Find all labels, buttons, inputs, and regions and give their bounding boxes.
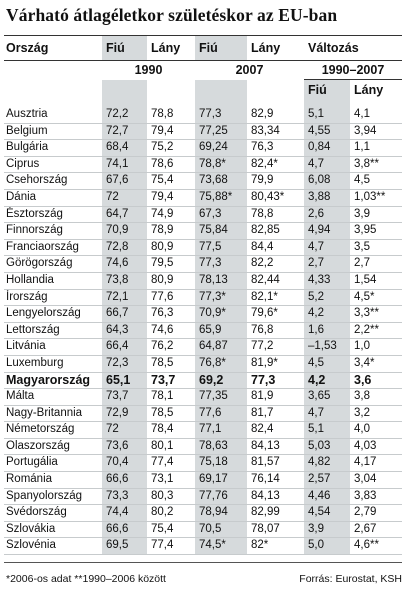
value-cell-dl: 4,5 <box>350 173 402 190</box>
value-cell-f2007: 69,24 <box>195 140 247 157</box>
value-cell-f2007: 65,9 <box>195 322 247 339</box>
value-cell-l2007: 76,3 <box>247 140 304 157</box>
header-fiu-2007: Fiú <box>195 36 247 61</box>
value-cell-dl: 2,67 <box>350 521 402 538</box>
value-cell-l1990: 80,3 <box>147 488 195 505</box>
value-cell-dl: 3,6 <box>350 372 402 389</box>
country-cell: Litvánia <box>4 339 102 356</box>
value-cell-l1990: 75,4 <box>147 173 195 190</box>
value-cell-f2007: 78,13 <box>195 272 247 289</box>
value-cell-f2007: 69,17 <box>195 472 247 489</box>
value-cell-l1990: 76,3 <box>147 306 195 323</box>
value-cell-l2007: 84,13 <box>247 438 304 455</box>
value-cell-l2007: 82,85 <box>247 223 304 240</box>
country-cell: Finnország <box>4 223 102 240</box>
country-cell: Luxemburg <box>4 355 102 372</box>
value-cell-df: 4,46 <box>304 488 350 505</box>
header-row-change-sex <box>4 80 402 102</box>
value-cell-f2007: 77,6 <box>195 405 247 422</box>
value-cell-l2007: 82* <box>247 538 304 555</box>
country-cell: Bulgária <box>4 140 102 157</box>
value-cell-df: 4,54 <box>304 505 350 522</box>
value-cell-l1990: 74,9 <box>147 206 195 223</box>
value-cell-df: 6,08 <box>304 173 350 190</box>
value-cell-dl: 3,5 <box>350 239 402 256</box>
value-cell-dl: 2,2** <box>350 322 402 339</box>
value-cell-dl: 3,2 <box>350 405 402 422</box>
country-cell: Spanyolország <box>4 488 102 505</box>
table-row <box>4 438 402 455</box>
value-cell-f2007: 78,94 <box>195 505 247 522</box>
table-row <box>4 322 402 339</box>
value-cell-f2007: 77,3 <box>195 256 247 273</box>
header-fiu-1990: Fiú <box>102 36 147 61</box>
value-cell-df: 5,03 <box>304 438 350 455</box>
value-cell-f2007: 69,2 <box>195 372 247 389</box>
value-cell-f1990: 72,3 <box>102 355 147 372</box>
value-cell-l1990: 76,2 <box>147 339 195 356</box>
table-row <box>4 505 402 522</box>
table-row <box>4 107 402 123</box>
value-cell-df: 4,2 <box>304 306 350 323</box>
table-row <box>4 355 402 372</box>
value-cell-l2007: 84,4 <box>247 239 304 256</box>
value-cell-f1990: 72 <box>102 189 147 206</box>
value-cell-df: 5,1 <box>304 422 350 439</box>
table-row <box>4 455 402 472</box>
country-cell: Románia <box>4 472 102 489</box>
table-row <box>4 422 402 439</box>
value-cell-l2007: 78,8 <box>247 206 304 223</box>
table-row <box>4 372 402 389</box>
value-cell-f1990: 64,3 <box>102 322 147 339</box>
country-cell: Belgium <box>4 123 102 140</box>
country-cell: Észtország <box>4 206 102 223</box>
value-cell-l2007: 79,9 <box>247 173 304 190</box>
header-lany-1990: Lány <box>147 36 195 61</box>
value-cell-l1990: 80,1 <box>147 438 195 455</box>
value-cell-l2007: 80,43* <box>247 189 304 206</box>
value-cell-df: 5,1 <box>304 107 350 123</box>
value-cell-dl: 3,3** <box>350 306 402 323</box>
value-cell-dl: 3,8 <box>350 389 402 406</box>
value-cell-l1990: 80,9 <box>147 239 195 256</box>
value-cell-l2007: 81,7 <box>247 405 304 422</box>
value-cell-df: 4,33 <box>304 272 350 289</box>
table-row <box>4 140 402 157</box>
country-cell: Dánia <box>4 189 102 206</box>
value-cell-f1990: 73,7 <box>102 389 147 406</box>
header-row-sex <box>4 36 402 61</box>
value-cell-l1990: 79,4 <box>147 189 195 206</box>
value-cell-df: 4,7 <box>304 405 350 422</box>
value-cell-dl: 3,83 <box>350 488 402 505</box>
country-cell: Hollandia <box>4 272 102 289</box>
value-cell-df: 4,7 <box>304 156 350 173</box>
value-cell-f1990: 72,1 <box>102 289 147 306</box>
value-cell-f1990: 70,9 <box>102 223 147 240</box>
value-cell-dl: 4,17 <box>350 455 402 472</box>
country-cell: Magyarország <box>4 372 102 389</box>
bottom-rule <box>4 562 402 563</box>
country-cell: Csehország <box>4 173 102 190</box>
value-cell-dl: 4,0 <box>350 422 402 439</box>
value-cell-f2007: 77,76 <box>195 488 247 505</box>
value-cell-l1990: 78,5 <box>147 355 195 372</box>
table-row <box>4 206 402 223</box>
value-cell-df: 3,9 <box>304 521 350 538</box>
value-cell-f1990: 64,7 <box>102 206 147 223</box>
country-cell: Lengyelország <box>4 306 102 323</box>
value-cell-f2007: 77,3 <box>195 107 247 123</box>
value-cell-l1990: 77,4 <box>147 538 195 555</box>
value-cell-dl: 1,54 <box>350 272 402 289</box>
country-cell: Olaszország <box>4 438 102 455</box>
value-cell-f2007: 78,63 <box>195 438 247 455</box>
value-cell-dl: 3,9 <box>350 206 402 223</box>
table-row <box>4 123 402 140</box>
header-year-2007: 2007 <box>195 61 304 80</box>
value-cell-l2007: 82,99 <box>247 505 304 522</box>
country-cell: Írország <box>4 289 102 306</box>
value-cell-f1990: 66,6 <box>102 521 147 538</box>
value-cell-dl: 3,04 <box>350 472 402 489</box>
value-cell-l1990: 78,8 <box>147 107 195 123</box>
table-row <box>4 538 402 555</box>
source-note: Forrás: Eurostat, KSH <box>299 573 402 585</box>
value-cell-l1990: 78,4 <box>147 422 195 439</box>
life-expectancy-table <box>4 35 402 555</box>
value-cell-dl: 1,0 <box>350 339 402 356</box>
value-cell-f1990: 73,6 <box>102 438 147 455</box>
country-cell: Lettország <box>4 322 102 339</box>
table-row <box>4 521 402 538</box>
value-cell-df: 3,65 <box>304 389 350 406</box>
value-cell-dl: 1,1 <box>350 140 402 157</box>
value-cell-df: 1,6 <box>304 322 350 339</box>
value-cell-l2007: 77,3 <box>247 372 304 389</box>
table-row <box>4 239 402 256</box>
value-cell-f2007: 77,35 <box>195 389 247 406</box>
value-cell-f1990: 66,7 <box>102 306 147 323</box>
value-cell-f1990: 74,1 <box>102 156 147 173</box>
header-fiu-change: Fiú <box>304 80 350 102</box>
value-cell-f2007: 77,5 <box>195 239 247 256</box>
value-cell-df: 4,7 <box>304 239 350 256</box>
value-cell-l1990: 77,4 <box>147 455 195 472</box>
value-cell-dl: 3,95 <box>350 223 402 240</box>
table-row <box>4 256 402 273</box>
country-cell: Görögország <box>4 256 102 273</box>
value-cell-dl: 4,5* <box>350 289 402 306</box>
header-year-1990: 1990 <box>102 61 195 80</box>
table-row <box>4 488 402 505</box>
value-cell-f2007: 75,18 <box>195 455 247 472</box>
value-cell-dl: 3,8** <box>350 156 402 173</box>
value-cell-l2007: 82,44 <box>247 272 304 289</box>
country-cell: Ausztria <box>4 107 102 123</box>
value-cell-f2007: 75,88* <box>195 189 247 206</box>
value-cell-f1990: 74,4 <box>102 505 147 522</box>
value-cell-l2007: 79,6* <box>247 306 304 323</box>
header-lany-2007: Lány <box>247 36 304 61</box>
value-cell-f2007: 75,84 <box>195 223 247 240</box>
value-cell-f1990: 72,7 <box>102 123 147 140</box>
value-cell-l1990: 77,6 <box>147 289 195 306</box>
value-cell-dl: 3,4* <box>350 355 402 372</box>
value-cell-l2007: 82,2 <box>247 256 304 273</box>
value-cell-f1990: 73,8 <box>102 272 147 289</box>
value-cell-l1990: 78,9 <box>147 223 195 240</box>
country-cell: Szlovákia <box>4 521 102 538</box>
table-row <box>4 173 402 190</box>
value-cell-f2007: 70,9* <box>195 306 247 323</box>
value-cell-df: 4,82 <box>304 455 350 472</box>
country-cell: Szlovénia <box>4 538 102 555</box>
value-cell-l2007: 81,57 <box>247 455 304 472</box>
value-cell-l2007: 82,1* <box>247 289 304 306</box>
value-cell-f2007: 64,87 <box>195 339 247 356</box>
value-cell-dl: 3,94 <box>350 123 402 140</box>
value-cell-l1990: 73,7 <box>147 372 195 389</box>
value-cell-f1990: 72,2 <box>102 107 147 123</box>
value-cell-l1990: 74,6 <box>147 322 195 339</box>
value-cell-dl: 2,7 <box>350 256 402 273</box>
value-cell-f1990: 66,4 <box>102 339 147 356</box>
value-cell-f1990: 72,9 <box>102 405 147 422</box>
value-cell-f2007: 78,8* <box>195 156 247 173</box>
value-cell-f2007: 70,5 <box>195 521 247 538</box>
value-cell-l1990: 73,1 <box>147 472 195 489</box>
value-cell-l1990: 80,9 <box>147 272 195 289</box>
footnote: *2006-os adat **1990–2006 között <box>6 573 166 585</box>
value-cell-f2007: 76,8* <box>195 355 247 372</box>
value-cell-df: 3,88 <box>304 189 350 206</box>
value-cell-l1990: 79,5 <box>147 256 195 273</box>
value-cell-dl: 4,6** <box>350 538 402 555</box>
value-cell-l1990: 78,5 <box>147 405 195 422</box>
table-row <box>4 306 402 323</box>
value-cell-l2007: 82,4 <box>247 422 304 439</box>
table-row <box>4 189 402 206</box>
value-cell-l1990: 75,4 <box>147 521 195 538</box>
country-cell: Ciprus <box>4 156 102 173</box>
value-cell-l2007: 76,8 <box>247 322 304 339</box>
value-cell-f1990: 66,6 <box>102 472 147 489</box>
header-year-range: 1990–2007 <box>304 61 402 80</box>
value-cell-f1990: 67,6 <box>102 173 147 190</box>
value-cell-l1990: 79,4 <box>147 123 195 140</box>
header-row-years <box>4 61 402 80</box>
table-row <box>4 389 402 406</box>
value-cell-f1990: 69,5 <box>102 538 147 555</box>
table-row <box>4 289 402 306</box>
value-cell-dl: 1,03** <box>350 189 402 206</box>
value-cell-f1990: 72 <box>102 422 147 439</box>
value-cell-f1990: 68,4 <box>102 140 147 157</box>
table-row <box>4 472 402 489</box>
header-lany-change: Lány <box>350 80 402 102</box>
value-cell-f1990: 70,4 <box>102 455 147 472</box>
value-cell-f2007: 77,3* <box>195 289 247 306</box>
table-row <box>4 339 402 356</box>
table-row <box>4 405 402 422</box>
value-cell-df: 4,55 <box>304 123 350 140</box>
value-cell-l2007: 84,13 <box>247 488 304 505</box>
value-cell-l1990: 80,2 <box>147 505 195 522</box>
value-cell-df: –1,53 <box>304 339 350 356</box>
country-cell: Németország <box>4 422 102 439</box>
value-cell-df: 2,7 <box>304 256 350 273</box>
value-cell-l1990: 78,6 <box>147 156 195 173</box>
value-cell-l2007: 77,2 <box>247 339 304 356</box>
header-valtozas: Változás <box>304 36 402 61</box>
value-cell-l2007: 82,4* <box>247 156 304 173</box>
value-cell-df: 2,6 <box>304 206 350 223</box>
value-cell-df: 5,0 <box>304 538 350 555</box>
value-cell-f1990: 73,3 <box>102 488 147 505</box>
table-row <box>4 156 402 173</box>
value-cell-df: 4,5 <box>304 355 350 372</box>
value-cell-df: 4,2 <box>304 372 350 389</box>
value-cell-l2007: 82,9 <box>247 107 304 123</box>
value-cell-df: 0,84 <box>304 140 350 157</box>
value-cell-l2007: 83,34 <box>247 123 304 140</box>
value-cell-f2007: 74,5* <box>195 538 247 555</box>
value-cell-df: 5,2 <box>304 289 350 306</box>
value-cell-f2007: 77,1 <box>195 422 247 439</box>
country-cell: Málta <box>4 389 102 406</box>
value-cell-df: 4,94 <box>304 223 350 240</box>
table-row <box>4 272 402 289</box>
country-cell: Nagy-Britannia <box>4 405 102 422</box>
value-cell-f2007: 67,3 <box>195 206 247 223</box>
country-cell: Svédország <box>4 505 102 522</box>
country-cell: Portugália <box>4 455 102 472</box>
value-cell-df: 2,57 <box>304 472 350 489</box>
value-cell-l2007: 81,9 <box>247 389 304 406</box>
value-cell-dl: 2,79 <box>350 505 402 522</box>
value-cell-dl: 4,1 <box>350 107 402 123</box>
value-cell-f2007: 73,68 <box>195 173 247 190</box>
value-cell-l1990: 78,1 <box>147 389 195 406</box>
table-row <box>4 223 402 240</box>
value-cell-f2007: 77,25 <box>195 123 247 140</box>
table-title: Várható átlagéletkor születéskor az EU-ban <box>6 5 338 25</box>
value-cell-f1990: 72,8 <box>102 239 147 256</box>
value-cell-l2007: 81,9* <box>247 355 304 372</box>
value-cell-l2007: 78,07 <box>247 521 304 538</box>
value-cell-f1990: 74,6 <box>102 256 147 273</box>
header-country: Ország <box>4 36 102 61</box>
value-cell-l1990: 75,2 <box>147 140 195 157</box>
table-body <box>4 101 402 555</box>
value-cell-l2007: 76,14 <box>247 472 304 489</box>
value-cell-f1990: 65,1 <box>102 372 147 389</box>
value-cell-dl: 4,03 <box>350 438 402 455</box>
country-cell: Franciaország <box>4 239 102 256</box>
